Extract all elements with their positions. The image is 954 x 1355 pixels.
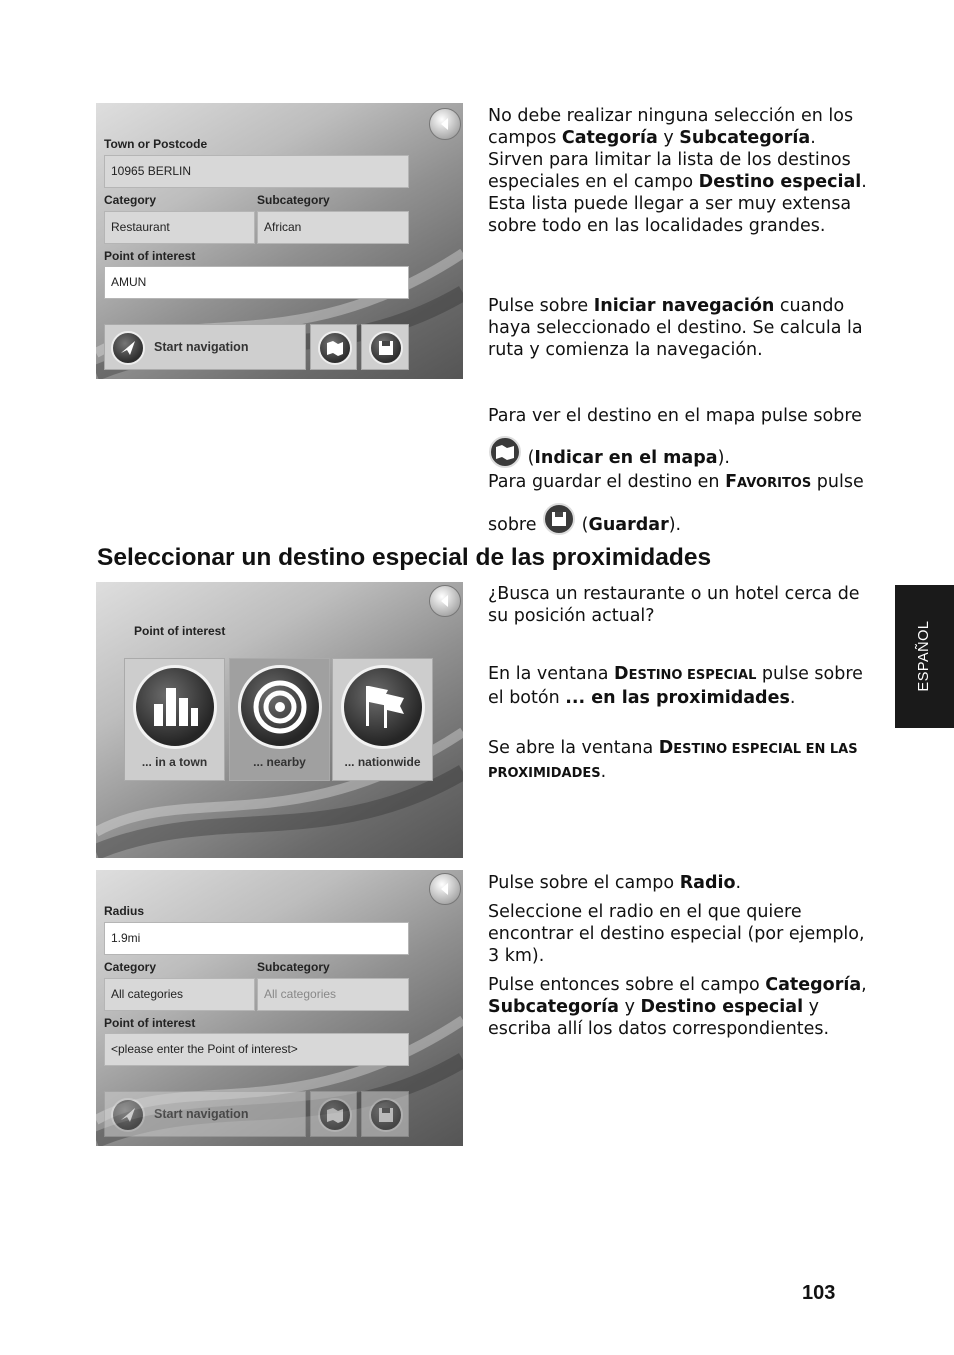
back-arrow-icon (437, 881, 453, 897)
back-button[interactable] (429, 873, 461, 905)
language-tab (895, 585, 954, 728)
subcategory-label: Subcategory (257, 193, 330, 207)
poi-label: Point of interest (104, 1016, 196, 1030)
nearby-button[interactable] (229, 658, 330, 781)
radius-label: Radius (104, 904, 145, 918)
town-label: Town or Postcode (104, 137, 208, 151)
save-disk-icon (542, 502, 576, 536)
paragraph-question: ¿Busca un restaurante o un hotel cerca de su posición actual? (488, 584, 860, 626)
poi-field[interactable]: <please enter the Point of interest> (104, 1033, 409, 1066)
back-arrow-icon (437, 116, 453, 132)
screenshot-destination-form (96, 103, 463, 379)
town-field[interactable]: 10965 BERLIN (104, 155, 409, 188)
category-label: Category (104, 960, 157, 974)
paragraph-fill-fields: Pulse entonces sobre el campo Categoría, Subcategoría y Destino especial y escriba allí los datos correspondientes. (488, 975, 867, 1039)
map-icon (318, 331, 352, 365)
paragraph-window-opens: Se abre la ventana DESTINO ESPECIAL EN LAS PROXIMIDADES. (488, 738, 858, 782)
in-a-town-button[interactable] (124, 658, 225, 781)
start-navigation-button[interactable] (104, 1091, 306, 1137)
category-label: Category (104, 193, 157, 207)
nearby-label: ... nearby (253, 755, 306, 769)
subcategory-field[interactable]: All categories (257, 978, 409, 1011)
back-arrow-icon (437, 593, 453, 609)
paragraph-show-map: Para ver el destino en el mapa pulse sobre (Indicar en el mapa). (488, 406, 862, 468)
save-disk-icon (369, 1098, 403, 1132)
page-number: 103 (802, 1282, 836, 1304)
paragraph-radius-field: Pulse sobre el campo Radio. (488, 873, 742, 893)
back-button[interactable] (429, 585, 461, 617)
nationwide-button[interactable] (332, 658, 433, 781)
paragraph-nearby-button: En la ventana DESTINO ESPECIAL pulse sobre el botón ... en las proximidades. (488, 664, 863, 708)
navigation-arrow-icon (111, 331, 145, 365)
screenshot-radius-form (96, 870, 463, 1146)
language-tab-label: ESPAÑOL (916, 620, 932, 692)
paragraph-select-radius: Seleccione el radio en el que quiere encontrar el destino especial (por ejemplo, 3 km). (488, 902, 865, 966)
radius-field[interactable]: 1.9mi (104, 922, 409, 955)
start-navigation-label: Start navigation (154, 340, 249, 354)
city-buildings-icon (133, 665, 217, 749)
save-disk-icon (369, 331, 403, 365)
save-button[interactable] (361, 324, 409, 370)
map-icon (318, 1098, 352, 1132)
section-heading: Seleccionar un destino especial de las proximidades (97, 544, 712, 571)
poi-title: Point of interest (134, 624, 226, 638)
paragraph-save-favorites: Para guardar el destino en FAVORITOS pulse sobre (Guardar). (488, 472, 864, 535)
poi-field[interactable]: AMUN (104, 266, 409, 299)
paragraph-start-navigation: Pulse sobre Iniciar navegación cuando haya seleccionado el destino. Se calcula la ruta y comienza la navegación. (488, 296, 863, 360)
poi-label: Point of interest (104, 249, 196, 263)
subcategory-field[interactable]: African (257, 211, 409, 244)
flags-icon (341, 665, 425, 749)
subcategory-label: Subcategory (257, 960, 330, 974)
show-on-map-button[interactable] (310, 1091, 357, 1137)
start-navigation-button[interactable] (104, 324, 306, 370)
paragraph-fields-info: No debe realizar ninguna selección en los campos Categoría y Subcategoría. Sirven para limitar la lista de los destinos especiales en el campo Destino especial. Esta lista puede llegar a ser muy extensa sobre todo en las localidades grandes. (488, 106, 867, 236)
screenshot-poi-menu (96, 582, 463, 858)
show-on-map-button[interactable] (310, 324, 357, 370)
nationwide-label: ... nationwide (344, 755, 421, 769)
category-field[interactable]: All categories (104, 978, 255, 1011)
navigation-arrow-icon (111, 1098, 145, 1132)
target-icon (238, 665, 322, 749)
in-a-town-label: ... in a town (141, 755, 208, 769)
save-button[interactable] (361, 1091, 409, 1137)
back-button[interactable] (429, 108, 461, 140)
start-navigation-label: Start navigation (154, 1107, 249, 1121)
category-field[interactable]: Restaurant (104, 211, 255, 244)
